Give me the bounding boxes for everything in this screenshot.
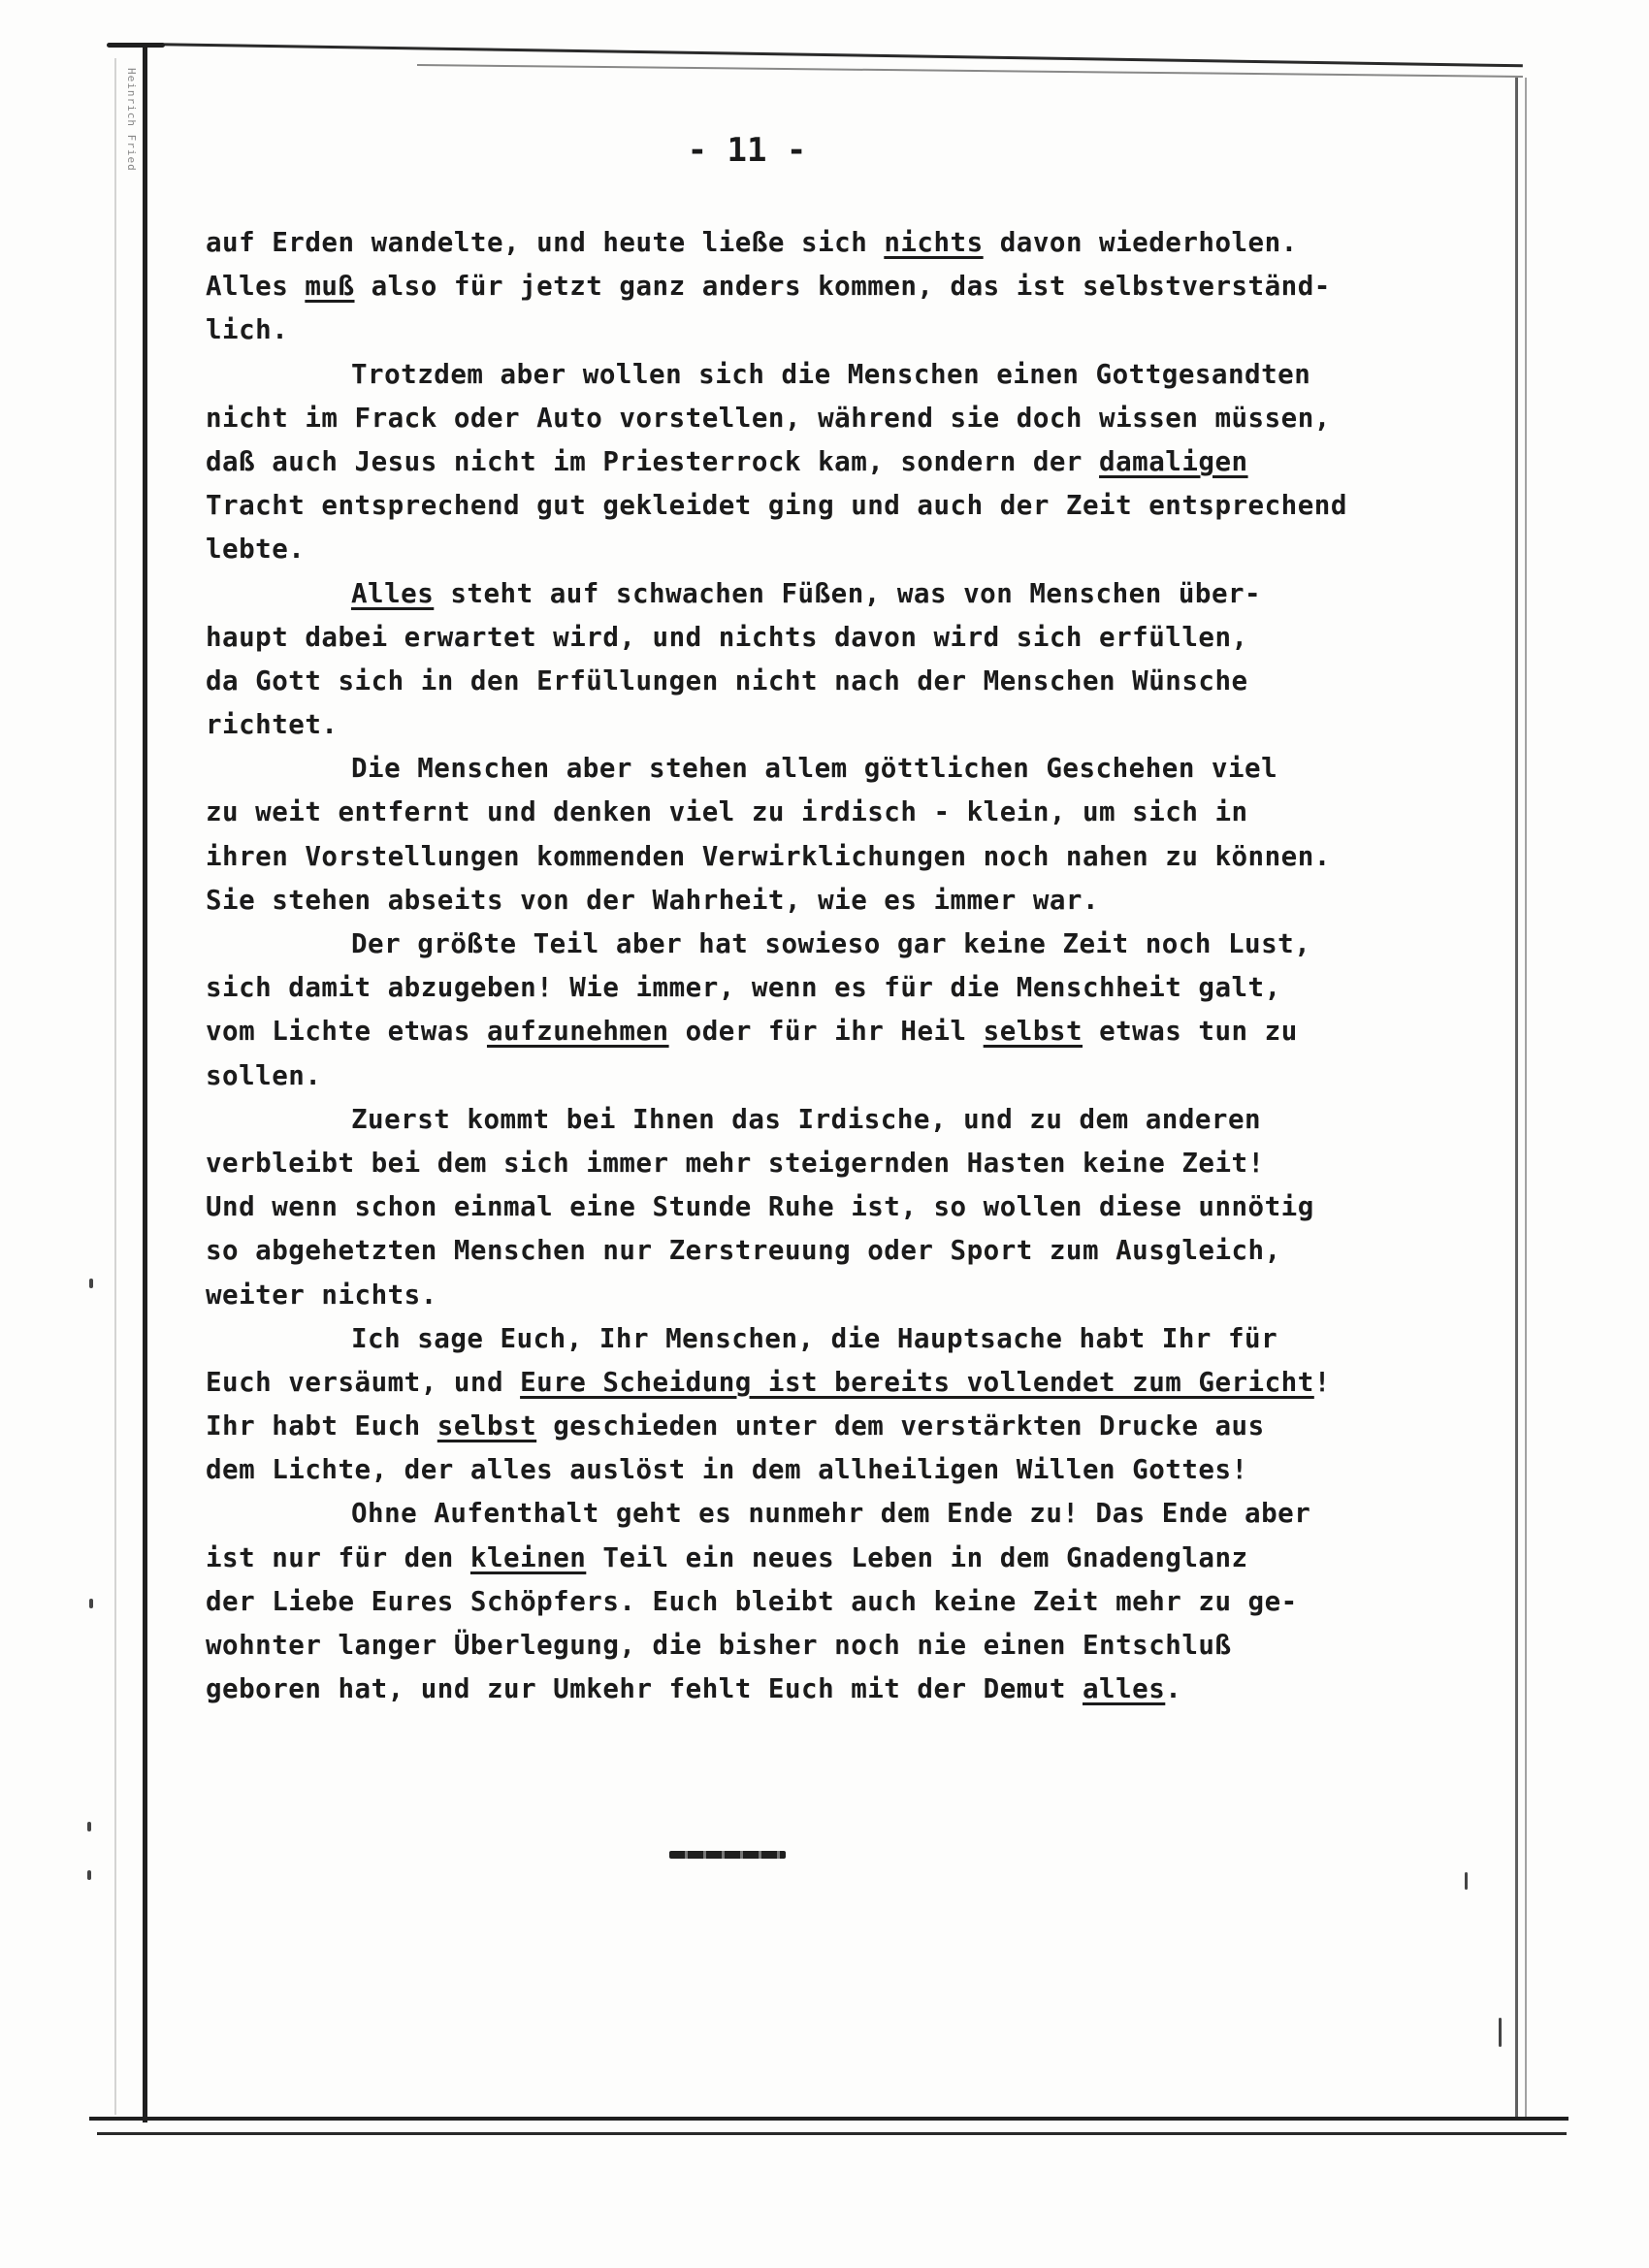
text-segment: Ihr habt Euch	[206, 1410, 437, 1442]
margin-speck	[87, 1822, 91, 1831]
text-line	[206, 1361, 1525, 1405]
underlined-word: selbst	[436, 1410, 537, 1442]
text-segment: etwas tun zu	[1083, 1016, 1298, 1048]
text-line	[206, 703, 1525, 747]
end-mark	[669, 1851, 786, 1859]
text-line	[206, 572, 1525, 616]
underlined-word: kleinen	[469, 1541, 587, 1573]
text-segment: haupt dabei erwartet wird, und nichts davon wird sich erfüllen,	[206, 621, 1248, 653]
frame-top-thin-line	[417, 64, 1523, 78]
paragraph	[206, 923, 1525, 1098]
margin-speck	[89, 1279, 93, 1288]
text-line	[206, 1185, 1525, 1229]
text-line	[206, 791, 1525, 834]
text-line	[206, 440, 1525, 484]
text-line	[206, 1537, 1525, 1580]
text-segment: Euch versäumt, und	[206, 1366, 521, 1398]
text-segment: ihren Vorstellungen kommenden Verwirklichungen noch nahen zu können.	[206, 840, 1331, 872]
text-segment: Teil ein neues Leben in dem Gnadenglanz	[586, 1541, 1248, 1573]
text-segment: vom Lichte etwas	[206, 1016, 487, 1048]
text-line	[206, 1405, 1525, 1448]
text-line	[206, 528, 1525, 571]
text-line	[206, 1010, 1525, 1053]
underlined-word: muß	[305, 271, 355, 303]
text-segment: steht auf schwachen Füßen, was von Menschen über-	[434, 577, 1262, 609]
frame-top-line	[146, 43, 1523, 67]
underlined-word: Alles	[351, 577, 435, 609]
text-segment: Ohne Aufenthalt geht es nunmehr dem Ende zu! Das Ende aber	[351, 1498, 1311, 1530]
text-line	[206, 221, 1525, 265]
margin-speck	[87, 1870, 91, 1880]
text-line	[206, 966, 1525, 1010]
text-line	[206, 1229, 1525, 1273]
margin-speck	[89, 1599, 93, 1608]
text-segment: oder für ihr Heil	[668, 1016, 984, 1048]
paragraph	[206, 221, 1525, 353]
text-segment: geboren hat, und zur Umkehr fehlt Euch mit der Demut	[206, 1673, 1083, 1705]
paragraph	[206, 1317, 1525, 1493]
text-segment: nicht im Frack oder Auto vorstellen, während sie doch wissen müssen,	[206, 402, 1331, 434]
text-line	[206, 1274, 1525, 1317]
text-segment: da Gott sich in den Erfüllungen nicht nach der Menschen Wünsche	[206, 664, 1248, 697]
margin-speck	[1465, 1872, 1468, 1890]
text-line	[206, 1448, 1525, 1492]
text-segment: geschieden unter dem verstärkten Drucke aus	[536, 1410, 1265, 1442]
text-segment: Ich sage Euch, Ihr Menschen, die Hauptsache habt Ihr für	[351, 1322, 1278, 1354]
text-segment: dem Lichte, der alles auslöst in dem allheiligen Willen Gottes!	[206, 1454, 1248, 1486]
paragraph	[206, 747, 1525, 923]
paragraph	[206, 353, 1525, 572]
text-segment: Sie stehen abseits von der Wahrheit, wie es immer war.	[206, 884, 1100, 916]
text-line	[206, 484, 1525, 528]
paragraph	[206, 1098, 1525, 1317]
text-line	[206, 1624, 1525, 1668]
text-segment: Tracht entsprechend gut gekleidet ging und auch der Zeit entsprechend	[206, 490, 1347, 522]
text-segment: also für jetzt ganz anders kommen, das ist selbstverständ-	[354, 271, 1331, 303]
text-line	[206, 397, 1525, 440]
text-segment: !	[1313, 1366, 1331, 1398]
frame-right-inner-line	[1525, 78, 1527, 2120]
text-line	[206, 835, 1525, 879]
underlined-word: aufzunehmen	[486, 1016, 669, 1048]
text-segment: Der größte Teil aber hat sowieso gar keine Zeit noch Lust,	[351, 928, 1311, 959]
text-line	[206, 616, 1525, 660]
text-segment: auf Erden wandelte, und heute ließe sich	[206, 227, 885, 258]
text-segment: zu weit entfernt und denken viel zu irdisch - klein, um sich in	[206, 796, 1248, 828]
text-line	[206, 308, 1525, 352]
text-segment: der Liebe Eures Schöpfers. Euch bleibt auch keine Zeit mehr zu ge-	[206, 1585, 1298, 1617]
text-line	[206, 353, 1525, 397]
text-line	[206, 1492, 1525, 1536]
text-segment: sollen.	[206, 1059, 322, 1091]
text-segment: ist nur für den	[206, 1541, 470, 1573]
frame-bottom-line-2	[97, 2132, 1567, 2135]
paragraph	[206, 572, 1525, 748]
frame-left-hook	[107, 43, 165, 48]
text-segment: daß auch Jesus nicht im Priesterrock kam, sondern der	[206, 445, 1100, 477]
underlined-word: alles	[1083, 1673, 1166, 1705]
text-line	[206, 1580, 1525, 1624]
text-line	[206, 265, 1525, 308]
text-segment: lebte.	[206, 534, 306, 566]
text-segment: wohnter langer Überlegung, die bisher noch nie einen Entschluß	[206, 1630, 1232, 1661]
underlined-word: selbst	[983, 1016, 1083, 1048]
underlined-word: nichts	[884, 227, 984, 258]
text-segment: so abgehetzten Menschen nur Zerstreuung oder Sport zum Ausgleich,	[206, 1235, 1281, 1267]
text-segment: sich damit abzugeben! Wie immer, wenn es für die Menschheit galt,	[206, 972, 1281, 1004]
text-segment: Und wenn schon einmal eine Stunde Ruhe ist, so wollen diese unnötig	[206, 1191, 1314, 1223]
text-line	[206, 1317, 1525, 1361]
frame-left-line	[143, 47, 147, 2122]
text-line	[206, 1098, 1525, 1142]
text-segment: .	[1165, 1673, 1182, 1705]
page-number: - 11 -	[687, 131, 807, 170]
text-line	[206, 879, 1525, 923]
text-line	[206, 1054, 1525, 1098]
frame-left-outer-line	[114, 58, 116, 2115]
underlined-word: Eure Scheidung ist bereits vollendet zum Gericht	[520, 1366, 1314, 1398]
text-segment: richtet.	[206, 709, 339, 741]
typewritten-body	[206, 221, 1525, 1711]
text-segment: Alles	[206, 271, 306, 303]
underlined-word: damaligen	[1099, 445, 1248, 477]
text-line	[206, 1668, 1525, 1711]
text-segment: Trotzdem aber wollen sich die Menschen einen Gottgesandten	[351, 358, 1311, 390]
frame-bottom-line	[89, 2117, 1568, 2121]
text-line	[206, 923, 1525, 966]
paragraph	[206, 1492, 1525, 1711]
text-segment: weiter nichts.	[206, 1279, 437, 1311]
text-segment: lich.	[206, 314, 289, 346]
text-segment: davon wiederholen.	[983, 227, 1298, 258]
margin-stamp: Heinrich Fried	[125, 68, 138, 172]
text-segment: Die Menschen aber stehen allem göttlichen Geschehen viel	[351, 753, 1278, 785]
text-segment: Zuerst kommt bei Ihnen das Irdische, und zu dem anderen	[351, 1103, 1262, 1135]
text-segment: verbleibt bei dem sich immer mehr steigernden Hasten keine Zeit!	[206, 1147, 1265, 1179]
text-line	[206, 1142, 1525, 1185]
text-line	[206, 747, 1525, 791]
margin-speck	[1499, 2018, 1502, 2047]
text-line	[206, 660, 1525, 703]
